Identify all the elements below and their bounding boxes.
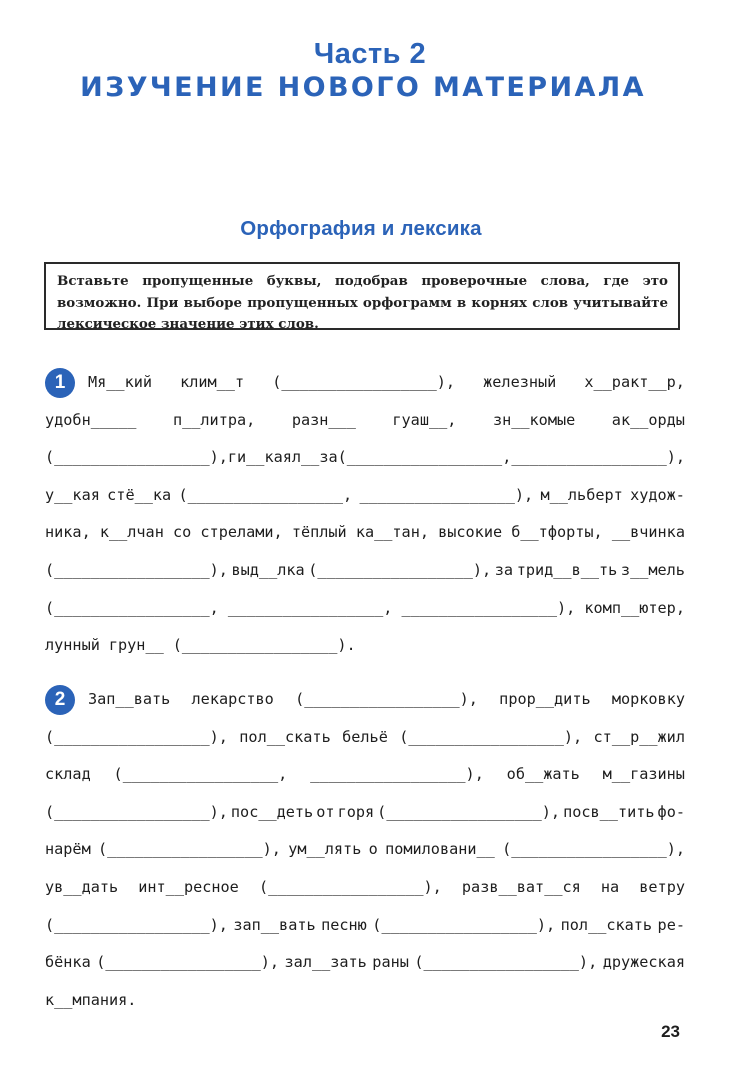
exercise-word: гуаш__, <box>392 410 457 429</box>
exercise-word: п__литра, <box>172 410 256 429</box>
task-number-badge: 1 <box>45 368 75 398</box>
exercise-word: со <box>172 523 192 542</box>
exercise-word: лекарство <box>191 690 274 708</box>
exercise-word: зн__комые <box>492 410 576 429</box>
exercise-word: Мя__кий <box>88 373 153 391</box>
exercise-word: к__лчан <box>99 523 164 542</box>
exercise-word: ника, <box>45 523 91 542</box>
exercise-line <box>45 991 685 1013</box>
exercise-word: м__газины <box>602 765 685 784</box>
exercise-word: разв__ват__ся <box>461 878 581 896</box>
exercise-word: б__тфорты, <box>511 523 603 542</box>
exercise-line <box>45 953 685 975</box>
main-title: ИЗУЧЕНИЕ НОВОГО МАТЕРИАЛА <box>80 72 646 103</box>
exercise-word: (_________________). <box>172 636 356 655</box>
exercise-word: высокие <box>438 523 503 542</box>
exercise-word: помиловани__ <box>385 840 495 859</box>
section-title: Орфография и лексика <box>240 217 482 240</box>
exercise-line <box>45 728 685 750</box>
exercise-word: железный <box>483 373 557 391</box>
exercise-word: (_________________), <box>414 953 598 972</box>
exercise-word: раны <box>372 953 409 972</box>
exercise-line <box>45 486 685 508</box>
exercise-word: (_________________, <box>45 598 219 617</box>
exercise-word: ре- <box>657 915 685 934</box>
exercise-word: ст__р__жил <box>593 727 685 746</box>
exercise-word: (_________________, <box>337 448 512 467</box>
exercise-word: _________________), <box>401 598 576 617</box>
exercise-word: за <box>494 561 514 579</box>
exercise-word: (_________________), <box>372 915 556 934</box>
exercise-word: морковку <box>611 690 685 708</box>
exercise-word: к__мпания. <box>45 990 137 1009</box>
exercise-word: пос__деть <box>230 802 314 821</box>
exercise-word: __вчинка <box>611 523 685 542</box>
part-title: Часть 2 <box>313 38 427 70</box>
exercise-word: (_________________), <box>308 561 492 579</box>
exercise-word: об__жать <box>506 765 580 784</box>
exercise-line <box>45 916 685 938</box>
exercise-word: (_________________, <box>178 485 353 504</box>
exercise-word: ветру <box>639 878 685 896</box>
exercise-line <box>45 411 685 433</box>
exercise-line <box>45 840 685 862</box>
exercise-word: нарём <box>45 840 91 859</box>
exercise-word: (_________________), <box>258 878 442 896</box>
exercise-word: (_________________), <box>45 802 228 821</box>
exercise-word: лунный <box>45 636 100 655</box>
exercise-line <box>45 765 685 787</box>
exercise-word: ак__орды <box>611 410 685 429</box>
exercise-line <box>45 878 685 900</box>
exercise-word: (_________________), <box>399 727 583 746</box>
exercise-word: на <box>600 878 620 896</box>
exercise-word: зап__вать <box>233 915 316 934</box>
exercise-word: (_________________), <box>96 953 280 972</box>
exercise-word: пол__скать <box>560 915 653 934</box>
exercise-word: стё__ка <box>107 485 172 504</box>
exercise-line <box>45 599 685 621</box>
exercise-word: (_________________, <box>113 765 288 784</box>
exercise-line <box>45 636 685 658</box>
exercise-word: тёплый <box>291 523 347 542</box>
exercise-word: песню <box>321 915 367 934</box>
exercise-word: м__льберт <box>540 485 623 504</box>
exercise-word: _________________), <box>511 448 686 467</box>
exercise-word: дружеская <box>602 953 685 972</box>
exercise-word: выд__лка <box>231 561 305 579</box>
exercise-word: з__мель <box>620 561 685 579</box>
exercise-word: фо- <box>657 802 685 821</box>
exercise-word: (_________________), <box>272 373 456 391</box>
exercise-word: худож- <box>630 485 685 504</box>
exercise-word: зал__зать <box>284 953 367 972</box>
exercise-word: клим__т <box>180 373 245 391</box>
exercise-word: трид__в__ть <box>516 561 618 579</box>
exercise-word: от <box>316 802 335 821</box>
exercise-word: пол__скать <box>239 727 331 746</box>
exercise-word: ум__лять <box>288 840 362 859</box>
exercise-word: х__ракт__р, <box>584 373 685 391</box>
exercise-word: (_________________), <box>45 915 228 934</box>
exercise-word: (_________________), <box>45 448 228 467</box>
exercise-word: прор__дить <box>499 690 591 708</box>
exercise-word: склад <box>45 765 91 784</box>
exercise-word: _________________, <box>227 598 393 617</box>
exercise-word: (_________________), <box>377 802 561 821</box>
page-number: 23 <box>661 1022 680 1041</box>
exercise-word: посв__тить <box>563 802 655 821</box>
exercise-line <box>45 561 685 583</box>
exercise-word: _________________), <box>310 765 484 784</box>
exercise-word: _________________), <box>359 485 534 504</box>
exercise-word: бёнка <box>45 953 91 972</box>
exercise-word: о <box>368 840 378 859</box>
exercise-word: комп__ютер, <box>584 598 685 617</box>
exercise-line <box>88 373 685 395</box>
exercise-word: у__кая <box>45 485 100 504</box>
exercise-word: грун__ <box>108 636 164 655</box>
task-number-badge: 2 <box>45 685 75 715</box>
exercise-word: (_________________), <box>45 561 228 579</box>
exercise-line <box>45 803 685 825</box>
exercise-word: Зап__вать <box>88 690 171 708</box>
exercise-word: (_________________), <box>45 727 228 746</box>
exercise-word: л__за <box>291 448 338 467</box>
exercise-word: стрелами, <box>200 523 283 542</box>
exercise-word: горя <box>337 802 375 821</box>
exercise-line <box>45 523 685 545</box>
exercise-word: ги__кая <box>227 448 292 467</box>
exercise-word: (_________________), <box>98 840 281 859</box>
exercise-line <box>88 690 685 712</box>
instruction-box: Вставьте пропущенные буквы, подобрав проверочные слова, где это возможно. При выборе пропущенных орфограмм в корнях слов учитывайте лексическое значение этих слов. <box>44 262 680 330</box>
exercise-word: инт__ресное <box>138 878 239 896</box>
exercise-word: бельё <box>342 727 388 746</box>
exercise-line <box>45 448 685 470</box>
exercise-word: (_________________), <box>295 690 478 708</box>
exercise-word: разн___ <box>291 410 356 429</box>
exercise-word: ув__дать <box>45 878 119 896</box>
exercise-word: (_________________), <box>502 840 685 859</box>
exercise-word: удобн_____ <box>45 410 137 429</box>
exercise-word: ка__тан, <box>355 523 429 542</box>
